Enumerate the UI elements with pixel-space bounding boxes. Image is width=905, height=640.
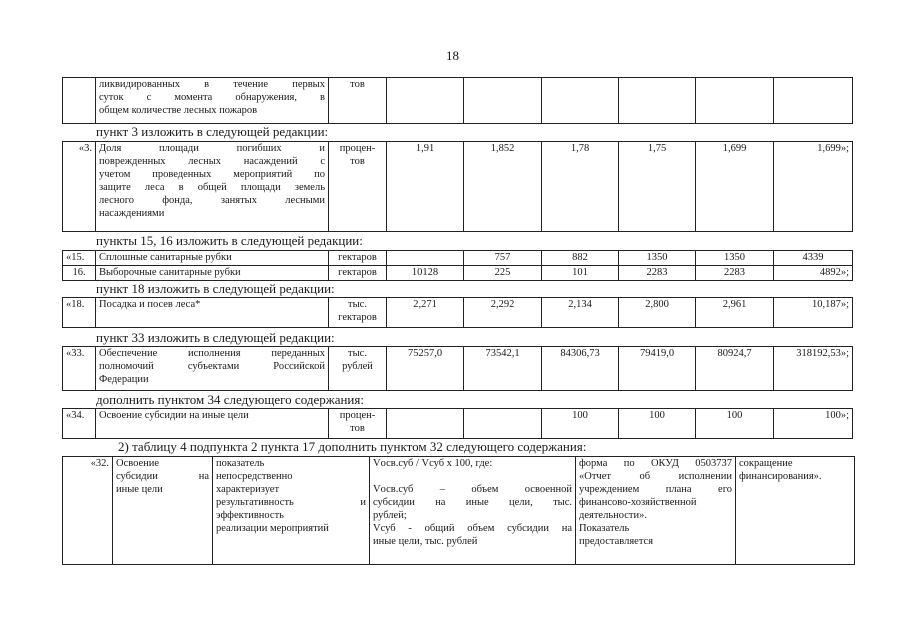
value-cell: 2,800 [619,298,696,328]
unit-cell: процен- тов [329,142,387,232]
value-cell: 1350 [696,251,774,266]
value-cell: 2,961 [696,298,774,328]
value-cell: 1,78 [542,142,619,232]
indicator-cell: Сплошные санитарные рубки [96,251,329,266]
row-number: «33. [63,347,96,391]
indicator-cell: Освоение субсидии на иные цели [113,457,213,565]
row-number: «3. [63,142,96,232]
indicator-cell: Доля площади погибших и поврежденных лесных насаждений с учетом проведенных мероприятий по защите леса в общей площади земель лесного фонда, занятых лесными насаждениями [96,142,329,232]
value-cell: 1,75 [619,142,696,232]
value-cell: 101 [542,266,619,281]
formula-cell: Vосв.суб / Vсуб х 100, где: Vосв.суб – объем освоенной субсидии на иные цели, тыс. рублей; Vсуб - общий объем субсидии на иные цели, тыс. рублей [370,457,576,565]
value-cell: 225 [464,266,542,281]
value-cell: 2,134 [542,298,619,328]
caption-table4: 2) таблицу 4 подпункта 2 пункта 17 дополнить пунктом 32 следующего содержания: [118,439,587,454]
value-cell: 10,187»; [774,298,853,328]
value-cell: 75257,0 [387,347,464,391]
indicator-cell: Выборочные санитарные рубки [96,266,329,281]
unit-cell: гектаров [329,266,387,281]
caption-p34: дополнить пунктом 34 следующего содержания: [96,392,364,407]
indicator-cell: Обеспечение исполнения переданных полномочий субъектами Российской Федерации [96,347,329,391]
value-cell: 2,292 [464,298,542,328]
indicator-cell: ликвидированных в течение первых суток с момента обнаружения, в общем количестве лесных пожаров [96,78,329,124]
value-cell: 100 [696,409,774,439]
table-row-34 [62,408,853,439]
table4-row-32 [62,456,855,565]
table-row-top [62,77,853,124]
table-row [63,266,853,281]
value-cell: 84306,73 [542,347,619,391]
caption-p33: пункт 33 изложить в следующей редакции: [96,330,335,345]
value-cell: 1,852 [464,142,542,232]
value-cell: 79419,0 [619,347,696,391]
value-cell: 2,271 [387,298,464,328]
value-cell: 1,699 [696,142,774,232]
value-cell: 757 [464,251,542,266]
row-number: «32. [63,457,113,565]
unit-cell: процен- тов [329,409,387,439]
unit-cell: тыс. рублей [329,347,387,391]
table-row [63,251,853,266]
caption-p18: пункт 18 изложить в следующей редакции: [96,281,335,296]
page-number: 18 [446,48,459,63]
value-cell: 73542,1 [464,347,542,391]
value-cell: 2283 [619,266,696,281]
unit-cell: гектаров [329,251,387,266]
value-cell: 80924,7 [696,347,774,391]
row-number: 16. [63,266,96,281]
table-row-33 [62,346,853,391]
value-cell: 318192,53»; [774,347,853,391]
row-number: «18. [63,298,96,328]
value-cell: 100 [542,409,619,439]
caption-p3: пункт 3 изложить в следующей редакции: [96,124,329,139]
value-cell [464,409,542,439]
unit-cell: тыс. гектаров [329,298,387,328]
value-cell: 882 [542,251,619,266]
caption-p15-16: пункты 15, 16 изложить в следующей редакции: [96,233,363,248]
value-cell: 2283 [696,266,774,281]
value-cell: 4892»; [774,266,853,281]
value-cell: 1,699»; [774,142,853,232]
value-cell [387,251,464,266]
value-cell: 1,91 [387,142,464,232]
value-cell: 4339 [774,251,853,266]
num-cell [63,78,96,124]
indicator-cell: Посадка и посев леса* [96,298,329,328]
note-cell: сокращение финансирования». [736,457,855,565]
unit-cell: тов [329,78,387,124]
indicator-cell: Освоение субсидии на иные цели [96,409,329,439]
table-row-18 [62,297,853,328]
table-row-3 [62,141,853,232]
source-cell: форма по ОКУД 0503737 «Отчет об исполнении учреждением плана его финансово-хозяйственной деятельности». Показатель предоставляется [576,457,736,565]
table-rows-15-16 [62,250,853,281]
row-number: «34. [63,409,96,439]
value-cell: 1350 [619,251,696,266]
value-cell: 100 [619,409,696,439]
value-cell [387,409,464,439]
value-cell: 10128 [387,266,464,281]
description-cell: показатель непосредственно характеризует результативность и эффективность реализации мероприятий [213,457,370,565]
row-number: «15. [63,251,96,266]
value-cell: 100»; [774,409,853,439]
